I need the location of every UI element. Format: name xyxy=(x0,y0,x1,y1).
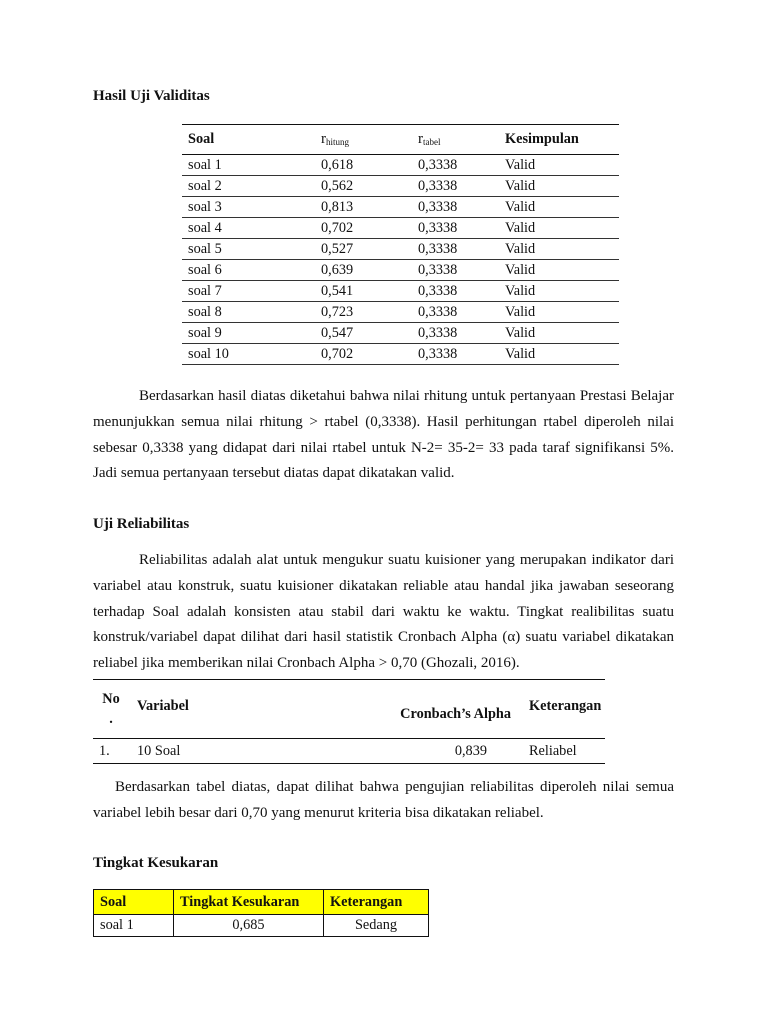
cell-kesimpulan: Valid xyxy=(499,176,619,197)
no-line-1: No xyxy=(102,691,120,707)
table-row xyxy=(94,915,429,937)
cell-rhitung: 0,527 xyxy=(315,239,412,260)
col-cronbach-header: Cronbach’s Alpha xyxy=(337,680,521,739)
cell-rtabel: 0,3338 xyxy=(412,176,499,197)
cell-kesimpulan: Valid xyxy=(499,302,619,323)
cell-rtabel: 0,3338 xyxy=(412,281,499,302)
col-keterangan-header: Keterangan xyxy=(521,680,605,739)
cell-rhitung: 0,541 xyxy=(315,281,412,302)
r-letter: r xyxy=(418,131,423,147)
cell-rtabel: 0,3338 xyxy=(412,239,499,260)
cell-rhitung: 0,547 xyxy=(315,323,412,344)
cell-rhitung: 0,562 xyxy=(315,176,412,197)
no-line-2: . xyxy=(109,711,113,727)
cell-rtabel: 0,3338 xyxy=(412,155,499,176)
reliability-heading: Uji Reliabilitas xyxy=(93,516,190,532)
col-tingkat-header: Tingkat Kesukaran xyxy=(174,890,324,915)
cell-soal: soal 6 xyxy=(182,260,315,281)
table-row xyxy=(182,323,619,344)
col-variabel-header: Variabel xyxy=(129,680,337,739)
cell-rhitung: 0,723 xyxy=(315,302,412,323)
cell-soal: soal 5 xyxy=(182,239,315,260)
cell-kesimpulan: Valid xyxy=(499,323,619,344)
cell-kesimpulan: Valid xyxy=(499,155,619,176)
cell-kesimpulan: Valid xyxy=(499,218,619,239)
cell-rtabel: 0,3338 xyxy=(412,197,499,218)
cell-kesimpulan: Valid xyxy=(499,197,619,218)
cell-keterangan: Reliabel xyxy=(521,739,605,764)
cell-rhitung: 0,618 xyxy=(315,155,412,176)
validity-heading: Hasil Uji Validitas xyxy=(93,88,210,104)
reliability-paragraph: Reliabilitas adalah alat untuk mengukur suatu kuisioner yang merupakan indikator dari variabel atau konstruk, suatu kuisioner dikatakan reliable atau handal jika jawaban seseorang terhadap Soal adalah konsisten atau stabil dari waktu ke waktu. Tingkat realibilitas suatu konstruk/variabel dapat dilihat dari hasil statistik Cronbach Alpha (α) suatu variabel dikatakan reliabel jika memberikan nilai Cronbach Alpha > 0,70 (Ghozali, 2016). xyxy=(93,552,674,672)
cell-rhitung: 0,813 xyxy=(315,197,412,218)
cell-soal: soal 7 xyxy=(182,281,315,302)
reliability-table xyxy=(93,679,605,764)
col-kesimpulan-header: Kesimpulan xyxy=(499,125,619,155)
cell-rtabel: 0,3338 xyxy=(412,344,499,365)
cell-tingkat: 0,685 xyxy=(174,915,324,937)
validity-table xyxy=(182,124,619,365)
difficulty-header-row xyxy=(94,890,429,915)
reliability-conclusion: Berdasarkan tabel diatas, dapat dilihat bahwa pengujian reliabilitas diperoleh nilai semua variabel lebih besar dari 0,70 yang menurut kriteria bisa dikatakan reliabel. xyxy=(93,779,674,821)
table-row xyxy=(93,739,605,764)
table-row xyxy=(182,239,619,260)
table-row xyxy=(182,302,619,323)
cell-soal: soal 10 xyxy=(182,344,315,365)
cell-rtabel: 0,3338 xyxy=(412,302,499,323)
table-row xyxy=(182,281,619,302)
col-soal-header: Soal xyxy=(94,890,174,915)
cell-soal: soal 1 xyxy=(94,915,174,937)
cell-soal: soal 1 xyxy=(182,155,315,176)
cell-kesimpulan: Valid xyxy=(499,344,619,365)
cell-soal: soal 3 xyxy=(182,197,315,218)
validity-header-row xyxy=(182,125,619,155)
rhitung-sub: hitung xyxy=(326,137,350,147)
cell-rhitung: 0,702 xyxy=(315,218,412,239)
cell-soal: soal 8 xyxy=(182,302,315,323)
cell-rtabel: 0,3338 xyxy=(412,323,499,344)
table-row xyxy=(182,176,619,197)
table-row xyxy=(182,344,619,365)
table-row xyxy=(182,260,619,281)
cell-soal: soal 9 xyxy=(182,323,315,344)
cell-rtabel: 0,3338 xyxy=(412,218,499,239)
r-letter: r xyxy=(321,131,326,147)
table-row xyxy=(182,155,619,176)
cell-no: 1. xyxy=(93,739,129,764)
col-keterangan-header: Keterangan xyxy=(324,890,429,915)
cell-kesimpulan: Valid xyxy=(499,281,619,302)
col-rtabel-header xyxy=(412,125,499,155)
cell-soal: soal 2 xyxy=(182,176,315,197)
table-row xyxy=(182,197,619,218)
col-no-header xyxy=(93,680,129,739)
cell-soal: soal 4 xyxy=(182,218,315,239)
cell-rhitung: 0,702 xyxy=(315,344,412,365)
validity-paragraph: Berdasarkan hasil diatas diketahui bahwa nilai rhitung untuk pertanyaan Prestasi Belajar menunjukkan semua nilai rhitung > rtabel (0,3338). Hasil perhitungan rtabel diperoleh nilai sebesar 0,3338 yang didapat dari nilai rtabel untuk N-2= 35-2= 33 pada taraf signifikansi 5%. Jadi semua pertanyaan tersebut diatas dapat dikatakan valid. xyxy=(93,388,674,482)
cell-kesimpulan: Valid xyxy=(499,239,619,260)
rtabel-sub: tabel xyxy=(423,137,441,147)
reliability-header-row xyxy=(93,680,605,739)
cell-rhitung: 0,639 xyxy=(315,260,412,281)
col-soal-header: Soal xyxy=(182,125,315,155)
col-rhitung-header xyxy=(315,125,412,155)
difficulty-table xyxy=(93,889,429,937)
difficulty-heading: Tingkat Kesukaran xyxy=(93,855,219,871)
cell-kesimpulan: Valid xyxy=(499,260,619,281)
cell-cronbach: 0,839 xyxy=(337,739,521,764)
cell-rtabel: 0,3338 xyxy=(412,260,499,281)
cell-keterangan: Sedang xyxy=(324,915,429,937)
table-row xyxy=(182,218,619,239)
cell-variabel: 10 Soal xyxy=(129,739,337,764)
